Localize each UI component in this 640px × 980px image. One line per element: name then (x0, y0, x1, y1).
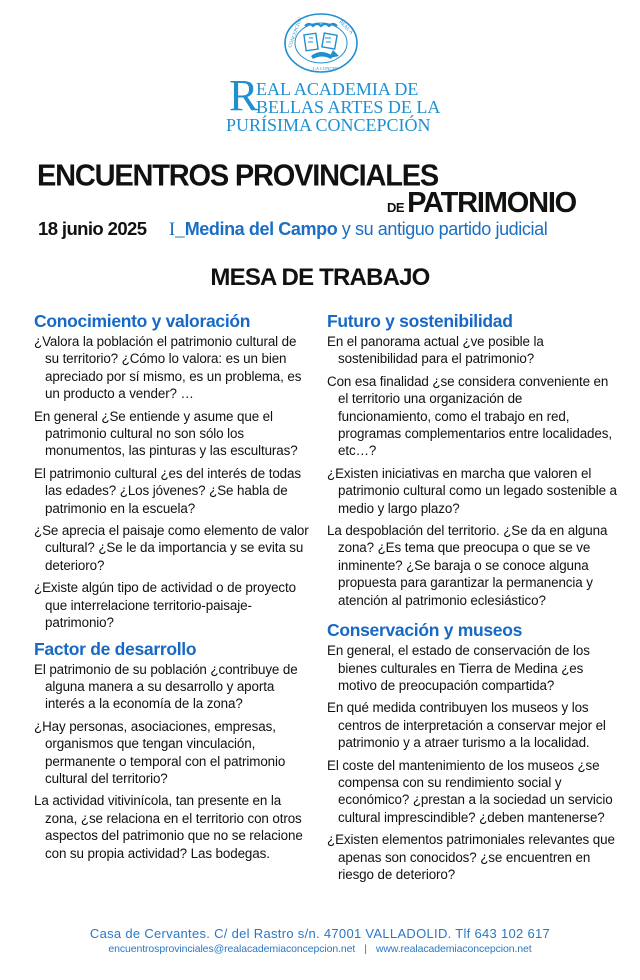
event-place-suffix: y su antiguo partido judicial (341, 219, 548, 239)
question-item: El patrimonio cultural ¿es del interés de todas las edades? ¿Los jóvenes? ¿Se habla de patrimonio en la escuela? (34, 465, 301, 516)
footer-email-link[interactable]: encuentrosprovinciales@realacademiaconcepcion.net (108, 943, 356, 955)
question-item: ¿Se aprecia el paisaje como elemento de valor cultural? ¿Se le da importancia y se evita su deterioro? (34, 523, 309, 573)
section-futuro (327, 310, 617, 609)
question-item: En general, el estado de conservación de los bienes culturales en Tierra de Medina ¿es motivo de preocupación compartida? (327, 643, 590, 693)
logo-initial: R (229, 71, 259, 120)
question-item: El patrimonio de su población ¿contribuye de alguna manera a su desarrollo y aporta interés a la economía de la zona? (34, 661, 298, 712)
left-column (34, 310, 309, 867)
subtitle-main: PATRIMONIO (407, 187, 577, 219)
question-item: La actividad vitivinícola, tan presente en la zona, ¿se relaciona en el territorio con otros aspectos del patrimonio que no se relacione con su propia actividad? Las bodegas. (34, 793, 303, 861)
event-date: 18 junio 2025 (38, 218, 147, 239)
event-title: ENCUENTROS PROVINCIALES (37, 159, 438, 193)
question-item: ¿Existen elementos patrimoniales relevantes que apenas son conocidos? ¿se encuentren en riesgo de deterioro? (327, 832, 615, 882)
svg-text:REAL A: REAL A (337, 19, 354, 36)
footer (0, 925, 640, 957)
section-title: Factor de desarrollo (34, 638, 197, 659)
section-heading: MESA DE TRABAJO (210, 264, 430, 291)
question-item: En el panorama actual ¿ve posible la sostenibilidad para el patrimonio? (327, 334, 544, 367)
academy-seal-logo (283, 12, 359, 74)
section-factor-desarrollo (34, 638, 309, 862)
logo-line-1: EAL ACADEMIA DE (256, 79, 419, 99)
event-edition: I_ (168, 219, 185, 240)
right-column (327, 310, 617, 888)
section-conservacion (327, 619, 617, 883)
event-place: Medina del Campo (184, 219, 338, 239)
question-item: El coste del mantenimiento de los museos ¿se compensa con su rendimiento social y económico? ¿prestan a la sociedad un servicio cultural imprescindible? ¿deben mantenerse? (327, 757, 613, 825)
question-item: ¿Existe algún tipo de actividad o de proyecto que interrelacione territorio-paisaje-patrimonio? (34, 580, 296, 631)
question-item: ¿Valora la población el patrimonio cultural de su territorio? ¿Cómo lo valora: es un bien apreciado por sí mismo, es un problema, es un producto a vender? … (34, 334, 302, 402)
question-item: La despoblación del territorio. ¿Se da en alguna zona? ¿Es tema que preocupa o que se ve inminente? ¿Se baraja o se conoce alguna propuesta para garantizar la permanencia y atención al patrimonio eclesiástico? (327, 523, 608, 608)
question-item: En qué medida contribuyen los museos y los centros de interpretación a conservar mejor el patrimonio y a atraer turismo a la localidad. (327, 700, 606, 751)
question-item: ¿Hay personas, asociaciones, empresas, organismos que tengan vinculación, permanente o temporal con el patrimonio cultural del territorio? (34, 718, 286, 786)
event-subtitle (387, 187, 576, 220)
subtitle-prefix: DE (387, 200, 405, 215)
question-item: ¿Existen iniciativas en marcha que valoren el patrimonio cultural como un legado sostenible a medio y largo plazo? (327, 465, 617, 516)
event-dateline (38, 218, 547, 241)
section-title: Conocimiento y valoración (34, 311, 251, 331)
section-title: Futuro y sostenibilidad (327, 311, 513, 331)
question-item: Con esa finalidad ¿se considera conveniente en el territorio una organización de funcionamiento, como el trabajo en red, programas complementarios entre localidades, etc…? (327, 373, 612, 459)
footer-website-link[interactable]: www.realacademiaconcepcion.net (375, 943, 532, 955)
logo-line-3: PURÍSIMA CONCEPCIÓN (226, 115, 431, 135)
question-item: En general ¿Se entiende y asume que el patrimonio cultural no son sólo los monumentos, las pinturas y las esculturas? (34, 408, 298, 459)
logo-line-2: BELLAS ARTES DE LA (256, 97, 441, 117)
svg-text:CONCEPCION: CONCEPCION (288, 16, 304, 49)
section-conocimiento (34, 310, 309, 632)
footer-address: Casa de Cervantes. C/ del Rastro s/n. 47001 VALLADOLID. Tlf 643 102 617 (89, 926, 551, 941)
section-title: Conservación y museos (327, 620, 523, 641)
svg-text:LA CONCEP: LA CONCEP (313, 66, 338, 71)
footer-contact (0, 942, 640, 957)
footer-separator: | (364, 943, 367, 955)
